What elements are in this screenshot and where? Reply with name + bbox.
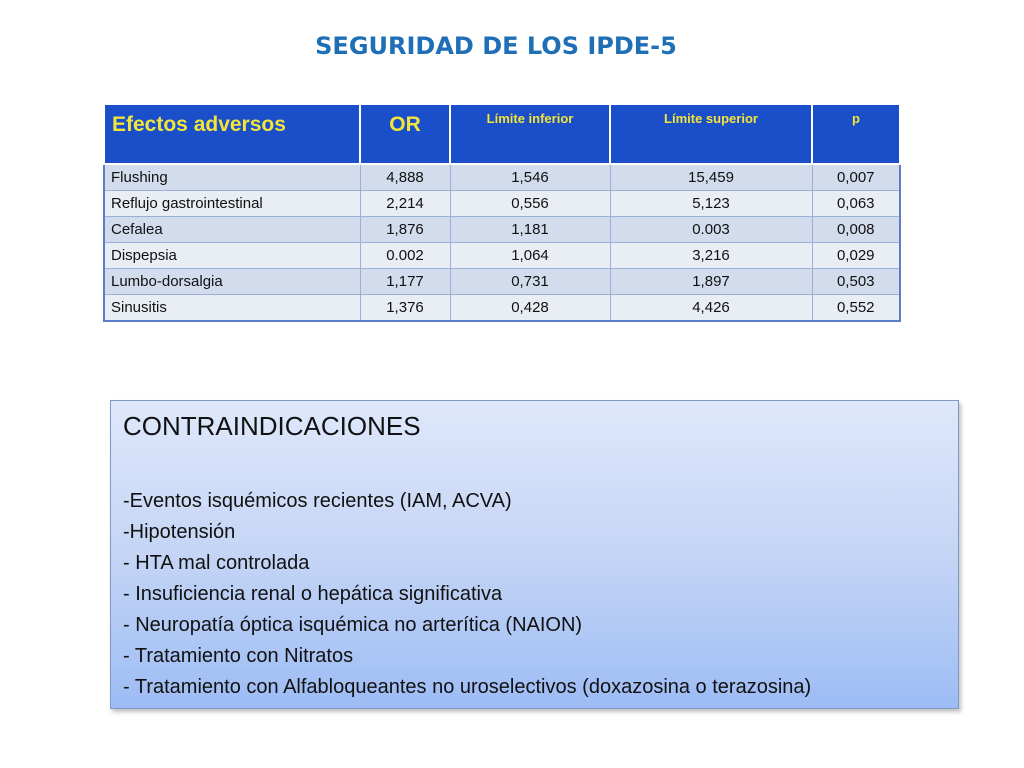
cell-upper: 4,426 bbox=[610, 295, 812, 322]
cell-effect: Reflujo gastrointestinal bbox=[104, 191, 360, 217]
cell-upper: 0.003 bbox=[610, 217, 812, 243]
table-row bbox=[104, 164, 900, 191]
cell-effect: Lumbo-dorsalgia bbox=[104, 269, 360, 295]
table-row bbox=[104, 217, 900, 243]
contraindication-item: - HTA mal controlada bbox=[123, 552, 310, 574]
header-p: p bbox=[812, 104, 900, 164]
cell-or: 2,214 bbox=[360, 191, 450, 217]
contraindication-item: -Eventos isquémicos recientes (IAM, ACVA) bbox=[123, 490, 512, 512]
header-limite-inferior: Límite inferior bbox=[450, 104, 610, 164]
contraindication-item: - Tratamiento con Alfabloqueantes no uroselectivos (doxazosina o terazosina) bbox=[123, 676, 812, 698]
cell-upper: 5,123 bbox=[610, 191, 812, 217]
cell-lower: 1,181 bbox=[450, 217, 610, 243]
header-or: OR bbox=[360, 104, 450, 164]
adverse-effects-table bbox=[103, 103, 901, 322]
cell-lower: 0,428 bbox=[450, 295, 610, 322]
contraindication-item: - Tratamiento con Nitratos bbox=[123, 645, 354, 667]
cell-or: 1,376 bbox=[360, 295, 450, 322]
cell-p: 0,008 bbox=[812, 217, 900, 243]
cell-lower: 0,556 bbox=[450, 191, 610, 217]
contraindications-heading: CONTRAINDICACIONES bbox=[123, 411, 421, 441]
slide-title: SEGURIDAD DE LOS IPDE-5 bbox=[315, 32, 677, 60]
cell-p: 0,503 bbox=[812, 269, 900, 295]
table-header-row bbox=[104, 104, 900, 164]
contraindications-box bbox=[110, 400, 959, 709]
cell-effect: Cefalea bbox=[104, 217, 360, 243]
cell-effect: Sinusitis bbox=[104, 295, 360, 322]
cell-upper: 3,216 bbox=[610, 243, 812, 269]
header-limite-superior: Límite superior bbox=[610, 104, 812, 164]
cell-or: 4,888 bbox=[360, 164, 450, 191]
table-row bbox=[104, 295, 900, 322]
cell-lower: 1,064 bbox=[450, 243, 610, 269]
table-row bbox=[104, 243, 900, 269]
contraindication-item: - Insuficiencia renal o hepática significativa bbox=[123, 583, 503, 605]
header-efectos-adversos: Efectos adversos bbox=[104, 104, 360, 164]
table-row bbox=[104, 191, 900, 217]
table-row bbox=[104, 269, 900, 295]
cell-effect: Dispepsia bbox=[104, 243, 360, 269]
cell-or: 1,876 bbox=[360, 217, 450, 243]
contraindication-item: - Neuropatía óptica isquémica no arterítica (NAION) bbox=[123, 614, 583, 636]
cell-lower: 0,731 bbox=[450, 269, 610, 295]
cell-effect: Flushing bbox=[104, 164, 360, 191]
cell-p: 0,029 bbox=[812, 243, 900, 269]
cell-or: 1,177 bbox=[360, 269, 450, 295]
cell-p: 0,552 bbox=[812, 295, 900, 322]
cell-p: 0,063 bbox=[812, 191, 900, 217]
cell-p: 0,007 bbox=[812, 164, 900, 191]
cell-or: 0.002 bbox=[360, 243, 450, 269]
contraindication-item: -Hipotensión bbox=[123, 521, 236, 543]
cell-upper: 1,897 bbox=[610, 269, 812, 295]
cell-lower: 1,546 bbox=[450, 164, 610, 191]
cell-upper: 15,459 bbox=[610, 164, 812, 191]
